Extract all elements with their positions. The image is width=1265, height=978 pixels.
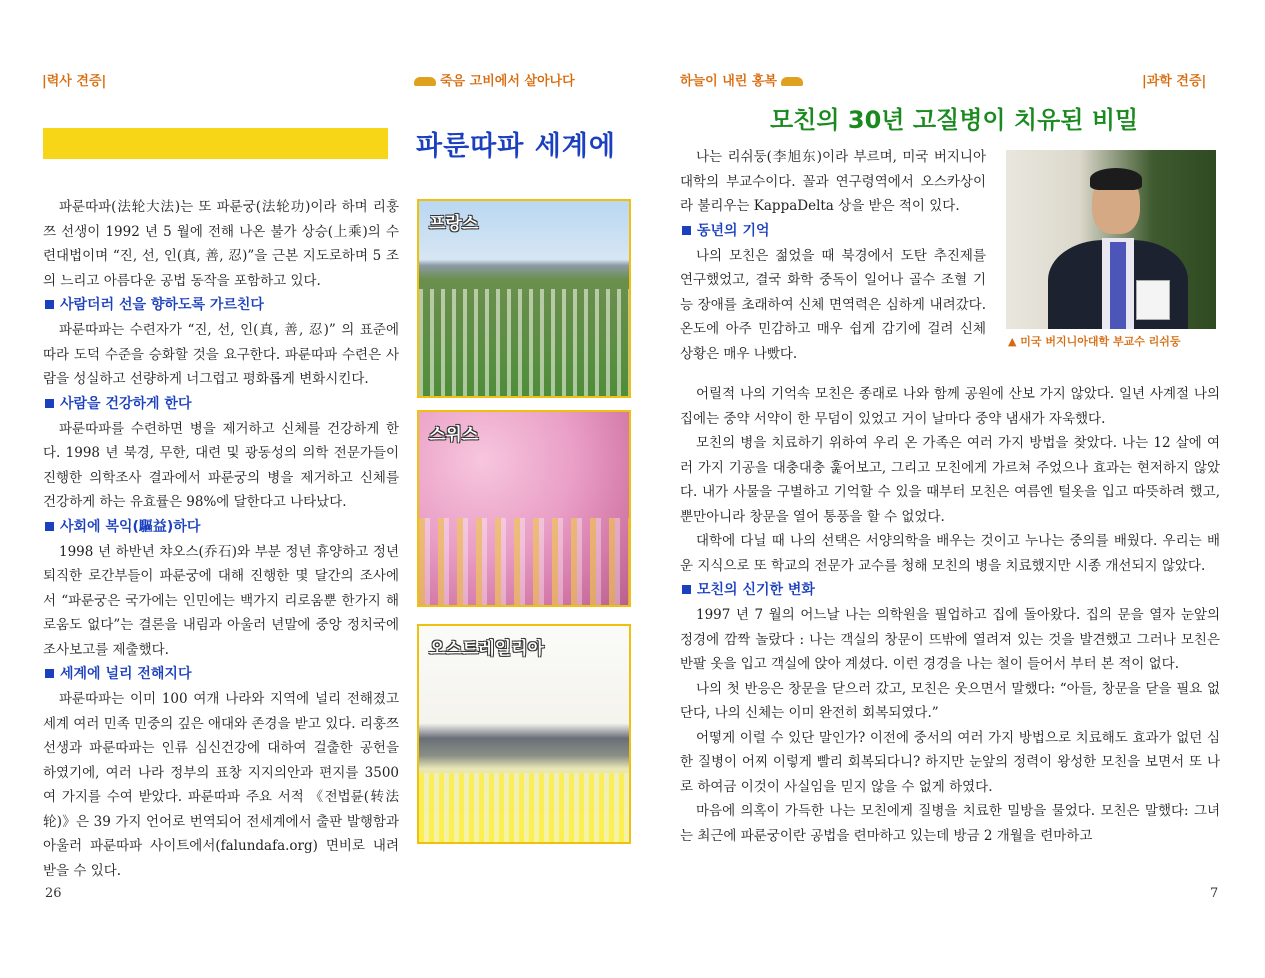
france-practice-photo	[417, 199, 631, 398]
section-paragraph: 어릴적 나의 기억속 모친은 종래로 나와 함께 공원에 산보 가지 않았다. 일년 사계절 나의 집에는 중약 서약이 한 무덤이 있었고 거이 날마다 중약 냄새가 자욱했다.	[680, 386, 1220, 427]
section-paragraph: 1997 년 7 월의 어느날 나는 의학원을 필업하고 집에 돌아왔다. 집의 문을 열자 눈앞의 정경에 깜짝 놀랐다 : 나는 객실의 창문이 뜨밖에 열려져 있는 것을 발견했고 그러나 모친은 반팔 옷을 입고 객실에 앉아 계셨다. 이런 경경을 나는 철이 들어서 부터 본 적이 없다.	[680, 607, 1220, 672]
section-paragraph: 어떻게 이럴 수 있단 말인가? 이전에 중서의 여러 가지 방법으로 치료해도 효과가 없던 심한 질병이 어찌 이렇게 빨리 회복되다니? 하지만 눈앞의 정력이 왕성한 모친을 보면서 또 나로 하여금 이것이 사실임을 믿지 않을 수 없게 하였다.	[680, 729, 1220, 795]
page-title-right: 모친의 30년 고질병이 치유된 비밀	[770, 106, 1139, 134]
cloud-ornament-icon	[414, 77, 436, 86]
square-bullet-icon	[682, 226, 691, 235]
photo-label-france: 프랑스	[429, 214, 479, 234]
chapter-header-right	[680, 70, 807, 89]
section-header-right: |과학 견증|	[1142, 74, 1207, 89]
section-paragraph: 마음에 의혹이 가득한 나는 모친에게 질병을 치료한 밀방을 물었다. 모친은 말했다: 그녀는 최근에 파룬궁이란 공법을 련마하고 있는데 방금 2 개월을 련마하고	[680, 803, 1220, 844]
square-bullet-icon	[45, 300, 54, 309]
section-header-left: |력사 견증|	[42, 74, 107, 89]
australia-practice-photo	[417, 624, 631, 844]
section-paragraph: 파룬따파는 수련자가 “진, 선, 인(真, 善, 忍)” 의 표준에 따라 도덕 수준을 승화할 것을 요구한다. 파룬따파 수련은 사람을 성실하고 선량하게 너그럽고 평화롭게 변화시킨다.	[43, 322, 399, 387]
section-heading: 모친의 신기한 변화	[680, 578, 1220, 603]
section-paragraph: 1998 년 하반년 챠오스(乔石)와 부분 정년 휴양하고 정년 퇴직한 로간부들이 파룬궁에 대해 진행한 몇 달간의 조사에서 “파룬궁은 국가에는 인민에는 백가지 리로움뿐 한가지 해로움도 없다”는 결론을 내림과 아울러 년말에 중앙 정치국에 조사보고를 제출했다.	[43, 543, 399, 658]
right-article-column-bottom	[680, 382, 1220, 848]
section-paragraph: 나의 첫 반응은 창문을 닫으러 갔고, 모친은 웃으면서 말했다: “아들, 창문을 닫을 필요 없단다, 나의 신체는 이미 완전히 회복되였다.”	[680, 680, 1220, 721]
intro-paragraph: 나는 리쉬둥(李旭东)이라 부르며, 미국 버지니아대학의 부교수이다. 꼴과 연구령역에서 오스카상이라 불리우는 KappaDelta 상을 받은 적이 있다.	[680, 149, 986, 214]
section-heading: 세계에 널리 전해지다	[43, 662, 399, 687]
square-bullet-icon	[45, 399, 54, 408]
page-number-right: 7	[1210, 886, 1219, 901]
intro-paragraph: 파룬따파(法轮大法)는 또 파룬궁(法轮功)이라 하며 리훙쯔 선생이 1992 년 5 월에 전해 나온 불가 상승(上乘)의 수련대법이며 “진, 선, 인(真, 善, 忍)”을 근본 지도로하며 5 조의 느리고 아름다운 공법 동작을 포함하고 있다.	[43, 199, 399, 289]
portrait-caption: ▲ 미국 버지니아대학 부교수 리쉬둥	[1008, 335, 1181, 348]
section-heading: 사람더러 선을 향하도록 가르친다	[43, 293, 399, 318]
page-number-left: 26	[45, 886, 62, 901]
square-bullet-icon	[45, 522, 54, 531]
page-title-left: 파룬따파 세계에	[416, 131, 616, 162]
photo-label-switzerland: 스위스	[429, 425, 479, 445]
section-paragraph: 모친의 병을 치료하기 위하여 우리 온 가족은 여러 가지 방법을 찾았다. 나는 12 살에 여러 가지 기공을 대충대충 훑어보고, 그리고 모친에게 가르쳐 주었으나 효과는 현저하지 않았다. 내가 사물을 구별하고 기억할 수 있을 때부터 모친은 여름엔 털옷을 입고 따뜻하려 했고, 뿐만아니라 창문을 열어 통풍을 할 수 없었다.	[680, 435, 1220, 525]
author-portrait-photo	[1006, 150, 1216, 329]
photo-label-australia: 오스트레일리아	[429, 639, 544, 659]
section-paragraph: 나의 모친은 젊었을 때 북경에서 도탄 추진제를 연구했었고, 결국 화학 중독이 일어나 골수 조혈 기능 장애를 초래하여 신체 면역력은 심하게 내려갔다. 온도에 아주 민감하고 매우 쉽게 감기에 걸려 신체 상황은 매우 나빴다.	[680, 247, 986, 362]
cloud-ornament-icon	[781, 77, 803, 86]
section-paragraph: 대학에 다닐 때 나의 선택은 서양의학을 배우는 것이고 누나는 중의를 배웠다. 우리는 배운 지식으로 또 학교의 전문가 교수를 청해 모친의 병을 치료했지만 시종 개선되지 않았다.	[680, 533, 1220, 574]
chapter-title-left: 죽음 고비에서 살아나다	[440, 74, 575, 89]
section-heading: 동년의 기억	[680, 219, 986, 244]
square-bullet-icon	[45, 669, 54, 678]
left-article-column	[43, 195, 399, 883]
section-paragraph: 파룬따파는 이미 100 여개 나라와 지역에 널리 전해졌고 세계 여러 민족 민중의 깊은 애대와 존경을 받고 있다. 리훙쯔 선생과 파룬따파는 인류 심신건강에 대하여 걸출한 공헌을 하였기에, 여러 나라 정부의 표창 지지의안과 편지를 3500 여 가지를 수여 받았다. 파룬따파 주요 서적 《전법륜(转法轮)》은 39 가지 언어로 번역되어 전세계에서 출판 발행함과 아울러 파룬따파 사이트에서(falundafa.org) 면비로 내려 받을 수 있다.	[43, 691, 399, 879]
square-bullet-icon	[682, 585, 691, 594]
switzerland-practice-photo	[417, 410, 631, 607]
right-article-column-top	[680, 145, 986, 366]
section-paragraph: 파룬따파를 수련하면 병을 제거하고 신체를 건강하게 한다. 1998 년 북경, 무한, 대련 및 광동성의 의학 전문가들이 진행한 의학조사 결과에서 파룬궁의 병을 제거하고 신체를 건강하게 하는 유효률은 98%에 달한다고 나타났다.	[43, 420, 399, 510]
chapter-title-right: 하늘이 내린 홍복	[680, 74, 777, 89]
section-heading: 사람을 건강하게 한다	[43, 392, 399, 417]
section-heading: 사회에 복익(驅益)하다	[43, 515, 399, 540]
title-decoration-bar	[43, 128, 388, 159]
chapter-header-left	[410, 70, 575, 89]
